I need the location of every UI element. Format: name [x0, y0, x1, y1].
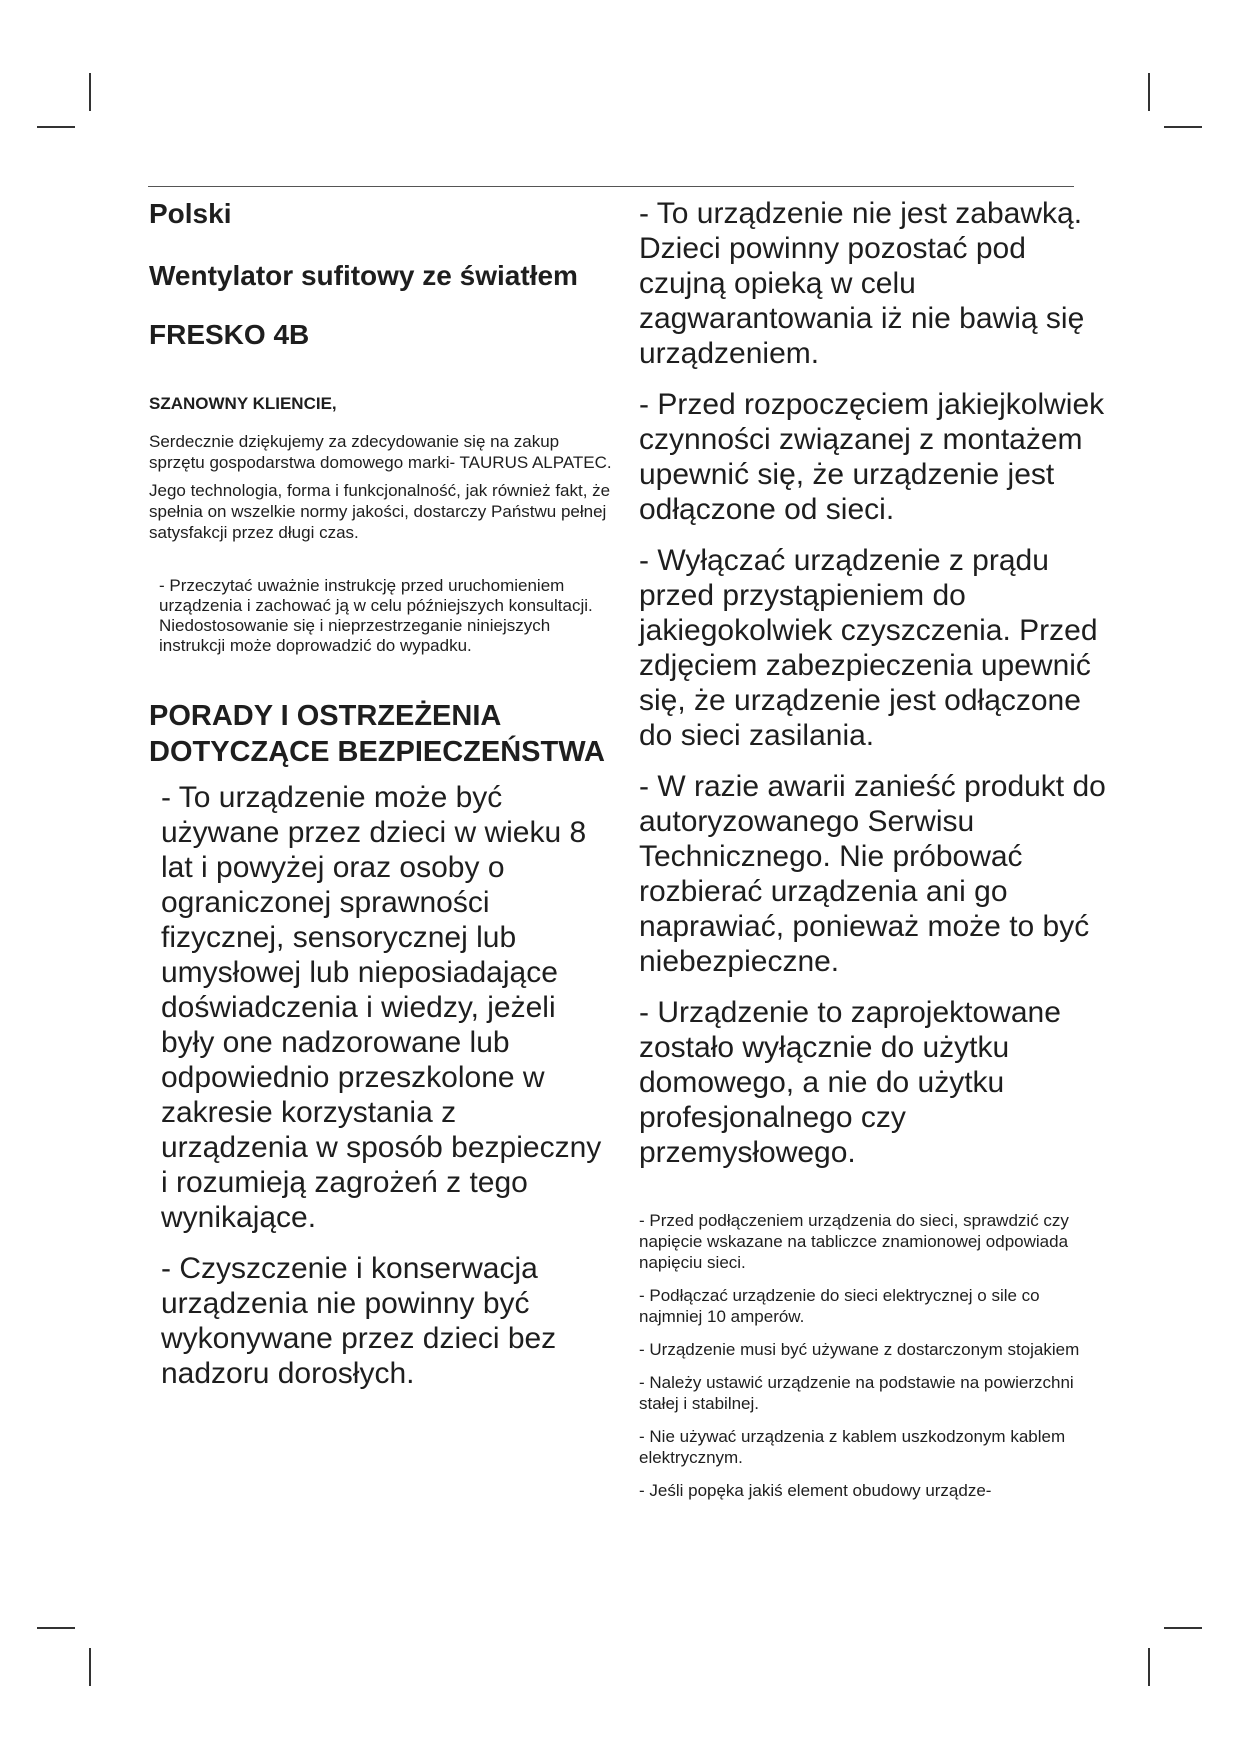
- read-instructions-note: - Przeczytać uważnie instrukcję przed uruchomieniem urządzenia i zachować ją w celu późniejszych konsultacji. Niedostosowanie się i nieprzestrzeganie niniejszych instrukcji może doprowadzić do wypadku.: [159, 576, 593, 655]
- list-item: - Należy ustawić urządzenie na podstawie na powierzchni stałej i stabilnej.: [639, 1373, 1074, 1413]
- safety-item: - To urządzenie nie jest zabawką. Dzieci powinny pozostać pod czujną opieką w celu zagwarantowania iż nie bawią się urządzeniem.: [639, 197, 1085, 370]
- safety-item: - Wyłączać urządzenie z prądu przed przystąpieniem do jakiegokolwiek czyszczenia. Przed zdjęciem zabezpieczenia upewnić się, że urządzenie jest odłączone do sieci zasilania.: [639, 544, 1098, 752]
- header-rule: [148, 186, 1074, 187]
- intro-paragraph: Jego technologia, forma i funkcjonalność, jak również fakt, że spełnia on wszelkie normy jakości, dostarczy Państwu pełnej satysfakcji przez długi czas.: [149, 481, 611, 542]
- safety-item: - W razie awarii zanieść produkt do autoryzowanego Serwisu Technicznego. Nie próbować rozbierać urządzenia ani go naprawiać, ponieważ może to być niebezpieczne.: [639, 770, 1106, 978]
- safety-item: - Urządzenie to zaprojektowane zostało wyłącznie do użytku domowego, a nie do użytku profesjonalnego czy przemysłowego.: [639, 996, 1061, 1169]
- list-item: - Jeśli popęka jakiś element obudowy urządze-: [639, 1481, 992, 1500]
- list-item: - Przed podłączeniem urządzenia do sieci, sprawdzić czy napięcie wskazane na tabliczce znamionowej odpowiada napięciu sieci.: [639, 1211, 1069, 1272]
- model-title: FRESKO 4B: [149, 319, 310, 350]
- list-item: - Podłączać urządzenie do sieci elektrycznej o sile co najmniej 10 amperów.: [639, 1286, 1040, 1326]
- crop-mark-bottom-right-vertical: [1148, 1648, 1150, 1686]
- crop-mark-top-left-vertical: [89, 73, 91, 111]
- list-item: - Nie używać urządzenia z kablem uszkodzonym kablem elektrycznym.: [639, 1427, 1066, 1467]
- crop-mark-bottom-right-horizontal: [1164, 1627, 1202, 1629]
- intro-paragraph: Serdecznie dziękujemy za zdecydowanie się na zakup sprzętu gospodarstwa domowego marki- TAURUS ALPATEC.: [149, 432, 612, 472]
- safety-section-heading: PORADY I OSTRZEŻENIA DOTYCZĄCE BEZPIECZEŃSTWA: [149, 700, 605, 768]
- crop-mark-top-left-horizontal: [37, 126, 75, 128]
- list-item: - Urządzenie musi być używane z dostarczonym stojakiem: [639, 1340, 1080, 1359]
- safety-item: - To urządzenie może być używane przez dzieci w wieku 8 lat i powyżej oraz osoby o ograniczonej sprawności fizycznej, sensorycznej lub umysłowej lub nieposiadające doświadczenia i wiedzy, jeżeli były one nadzorowane lub odpowiednio przeszkolone w zakresie korzystania z urządzenia w sposób bezpieczny i rozumieją zagrożeń z tego wynikające.: [161, 781, 602, 1234]
- crop-mark-top-right-horizontal: [1164, 126, 1202, 128]
- crop-mark-bottom-left-vertical: [89, 1648, 91, 1686]
- greeting: SZANOWNY KLIENCIE,: [149, 394, 337, 413]
- left-column: [149, 196, 619, 1407]
- safety-item: - Przed rozpoczęciem jakiejkolwiek czynności związanej z montażem upewnić się, że urządzenie jest odłączone od sieci.: [639, 388, 1105, 526]
- crop-mark-top-right-vertical: [1148, 73, 1150, 111]
- electrical-safety-list: [639, 1210, 1089, 1501]
- crop-mark-bottom-left-horizontal: [37, 1627, 75, 1629]
- right-column: [639, 196, 1109, 1513]
- safety-item: - Czyszczenie i konserwacja urządzenia nie powinny być wykonywane przez dzieci bez nadzoru dorosłych.: [161, 1252, 557, 1390]
- language-heading: Polski: [149, 198, 232, 229]
- product-title: Wentylator sufitowy ze światłem: [149, 260, 578, 291]
